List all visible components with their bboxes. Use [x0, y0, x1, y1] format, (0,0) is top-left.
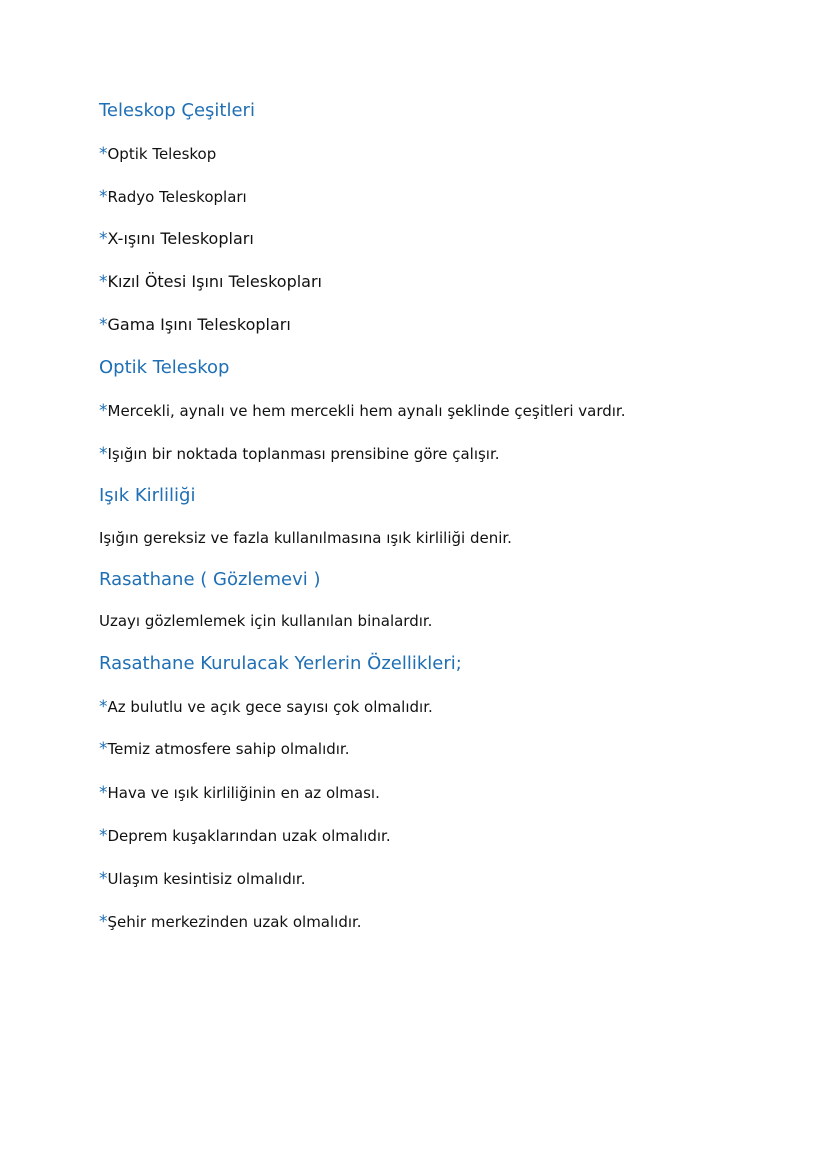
list-item [99, 146, 216, 163]
list-item [99, 871, 305, 888]
section-title-telescope-types: Teleskop Çeşitleri [99, 100, 255, 121]
bullet-star: * [99, 315, 108, 335]
bullet-star: * [99, 144, 108, 164]
list-item [99, 317, 291, 334]
bullet-star: * [99, 272, 108, 292]
bullet-star: * [99, 187, 108, 207]
bullet-star: * [99, 912, 108, 932]
list-item-text: Deprem kuşaklarından uzak olmalıdır. [107, 827, 391, 845]
section-title-optical-telescope: Optik Teleskop [99, 357, 230, 378]
list-item [99, 914, 362, 931]
list-item-text: Kızıl Ötesi Işını Teleskopları [107, 272, 322, 291]
list-item-text: Hava ve ışık kirliliğinin en az olması. [107, 784, 380, 802]
bullet-star: * [99, 783, 108, 803]
section-title-observatory-site-features: Rasathane Kurulacak Yerlerin Özellikleri; [99, 653, 462, 674]
bullet-star: * [99, 697, 108, 717]
list-item-text: X-ışını Teleskopları [107, 229, 254, 248]
list-item-text: Işığın bir noktada toplanması prensibine göre çalışır. [107, 445, 500, 463]
list-item-text: Mercekli, aynalı ve hem mercekli hem aynalı şeklinde çeşitleri vardır. [107, 402, 626, 420]
list-item [99, 189, 247, 206]
list-item-text: Optik Teleskop [107, 145, 217, 163]
list-item [99, 231, 254, 248]
list-item [99, 741, 350, 758]
section-title-observatory: Rasathane ( Gözlemevi ) [99, 569, 321, 590]
bullet-star: * [99, 444, 108, 464]
bullet-star: * [99, 401, 108, 421]
list-item [99, 785, 380, 802]
list-item [99, 699, 433, 716]
list-item-text: Şehir merkezinden uzak olmalıdır. [107, 913, 362, 931]
list-item-text: Ulaşım kesintisiz olmalıdır. [107, 870, 306, 888]
bullet-star: * [99, 826, 108, 846]
list-item [99, 403, 625, 420]
bullet-star: * [99, 869, 108, 889]
section-title-light-pollution: Işık Kirliliği [99, 485, 196, 506]
list-item [99, 446, 500, 463]
bullet-star: * [99, 229, 108, 249]
paragraph: Uzayı gözlemlemek için kullanılan binalardır. [99, 612, 433, 630]
bullet-star: * [99, 739, 108, 759]
list-item-text: Temiz atmosfere sahip olmalıdır. [107, 740, 350, 758]
paragraph: Işığın gereksiz ve fazla kullanılmasına ışık kirliliği denir. [99, 529, 512, 547]
list-item-text: Az bulutlu ve açık gece sayısı çok olmalıdır. [107, 698, 433, 716]
list-item [99, 274, 322, 291]
list-item-text: Gama Işını Teleskopları [107, 315, 291, 334]
list-item-text: Radyo Teleskopları [107, 188, 247, 206]
list-item [99, 828, 391, 845]
